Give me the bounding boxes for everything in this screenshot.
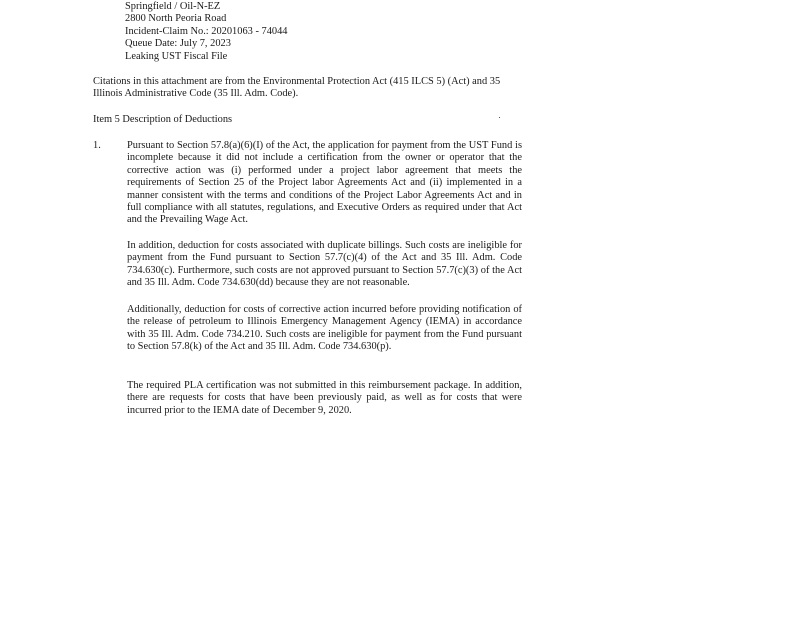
item-heading <box>93 114 523 126</box>
list-number: 1. <box>93 140 101 151</box>
incident-claim-number: Incident-Claim No.: 20201063 - 74044 <box>125 25 288 37</box>
item-heading-label: Item 5 Description of Deductions <box>93 114 233 125</box>
deduction-paragraph-pla: Pursuant to Section 57.8(a)(6)(I) of the Act, the application for payment from the UST Fund is incomplete because it did not include a certification from the owner or operator that the corrective action was (i) performed under a project labor agreement that meets the requirements of Section 25 of the Project labor Agreements Act and (ii) implemented in a manner consistent with the terms and conditions of the Project Labor Agreements Act and in full compliance with all statutes, regulations, and Executive Orders as required under that Act and the Prevailing Wage Act. <box>127 140 522 226</box>
file-type: Leaking UST Fiscal File <box>125 50 228 62</box>
scan-speck <box>499 117 500 118</box>
site-name: Springfield / Oil-N-EZ <box>125 1 221 12</box>
deduction-paragraph-summary: The required PLA certification was not submitted in this reimbursement package. In addition, there are requests for costs that have been previously paid, as well as for costs that were incurred prior to the IEMA date of December 9, 2020. <box>127 380 522 416</box>
site-address: 2800 North Peoria Road <box>125 13 227 25</box>
citations-intro: Citations in this attachment are from the Environmental Protection Act (415 ILCS 5) (Act) and 35 Illinois Administrative Code (35 Ill. Adm. Code). <box>93 76 501 100</box>
header-block <box>125 1 385 63</box>
queue-date: Queue Date: July 7, 2023 <box>125 38 231 50</box>
deduction-paragraph-iema-notification: Additionally, deduction for costs of corrective action incurred before providing notification of the release of petroleum to Illinois Emergency Management Agency (IEMA) in accordance with 35 Ill. Adm. Code 734.210. Such costs are ineligible for payment from the Fund pursuant to Section 57.8(k) of the Act and 35 Ill. Adm. Code 734.630(p). <box>127 304 522 353</box>
deduction-paragraph-duplicate-billing: In addition, deduction for costs associated with duplicate billings. Such costs are ineligible for payment from the Fund pursuant to Section 57.7(c)(4) of the Act and 35 Ill. Adm. Code 734.630(c). Furthermore, such costs are not approved pursuant to Section 57.7(c)(3) of the Act and 35 Ill. Adm. Code 734.630(dd) because they are not reasonable. <box>127 240 522 289</box>
